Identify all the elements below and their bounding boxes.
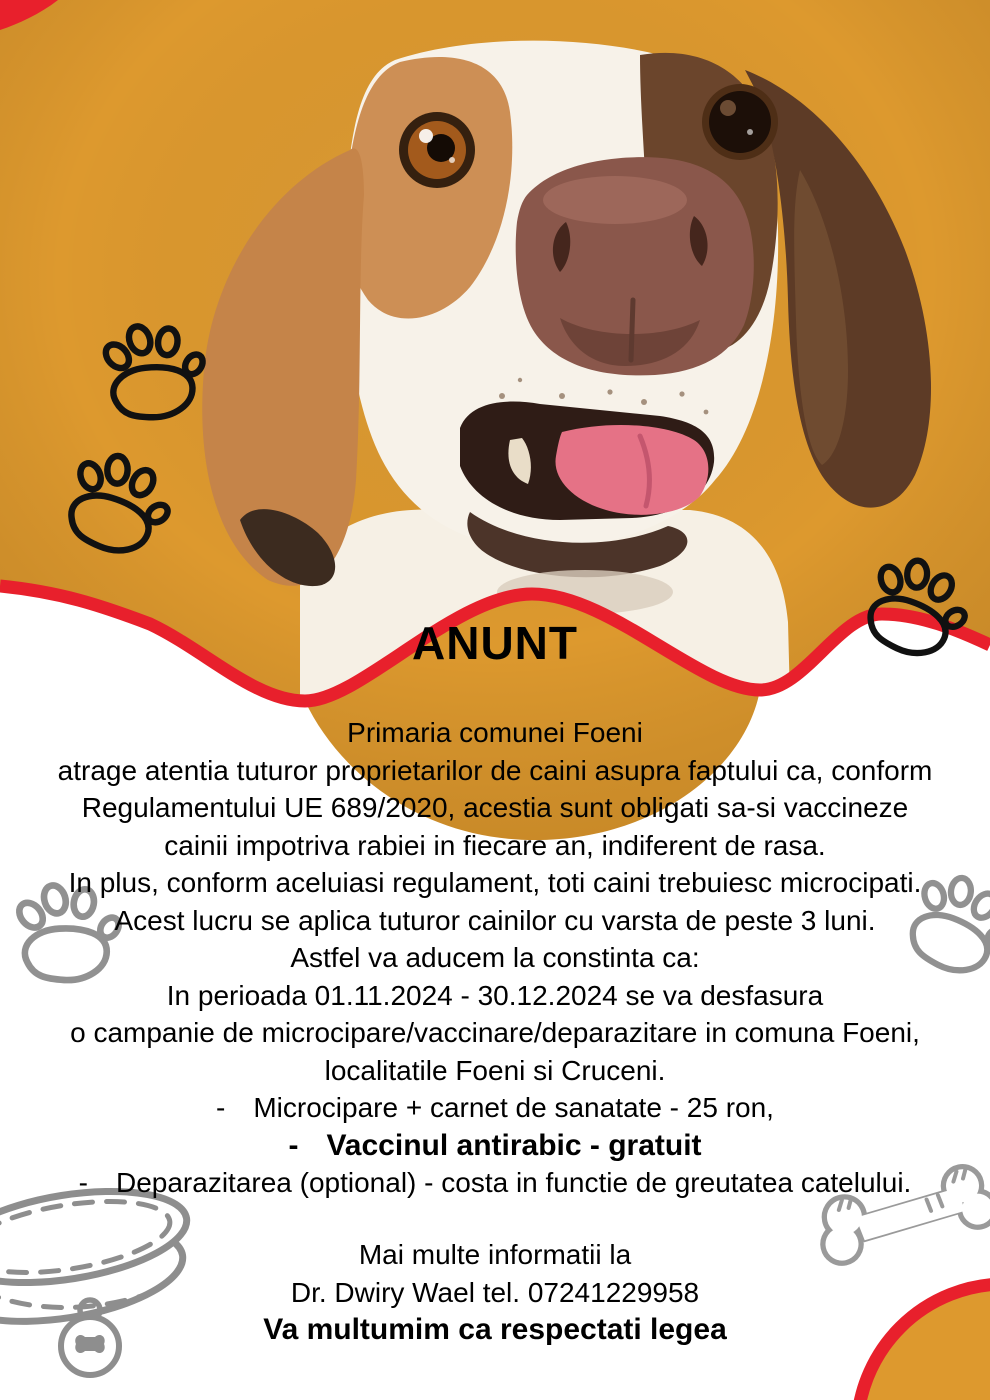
body-line: Astfel va aducem la constinta ca: <box>290 942 700 973</box>
price-item-text: Deparazitarea (optional) - costa in functie de greutatea catelului. <box>115 1167 912 1198</box>
price-item-text: Microcipare + carnet de sanatate - 25 ron, <box>253 1092 774 1123</box>
price-item-vaccine <box>0 1127 990 1165</box>
body-line: atrage atentia tuturor proprietarilor de caini asupra faptului ca, conform <box>57 754 933 786</box>
price-item-deworming <box>0 1164 990 1202</box>
info-line: Mai multe informatii la <box>358 1239 632 1270</box>
announcement-text <box>0 714 990 1202</box>
bullet-dash: - <box>216 1092 226 1123</box>
body-line: In plus, conform aceluiasi regulament, toti caini trebuiesc microcipati. <box>68 867 922 898</box>
body-line: Acest lucru se aplica tuturor cainilor cu varsta de peste 3 luni. <box>114 904 876 936</box>
footer-text <box>0 1236 990 1349</box>
poster-title: ANUNT <box>412 617 578 669</box>
body-line: In perioada 01.11.2024 - 30.12.2024 se va desfasura <box>166 979 824 1011</box>
price-item-microchip <box>0 1089 990 1127</box>
bullet-dash: - <box>288 1128 299 1162</box>
body-line: cainii impotriva rabiei in fiecare an, indiferent de rasa. <box>164 829 826 861</box>
body-line: o campanie de microcipare/vaccinare/deparazitare in comuna Foeni, <box>70 1017 920 1048</box>
bullet-dash: - <box>78 1167 88 1198</box>
thanks-line: Va multumim ca respectati legea <box>263 1313 727 1346</box>
body-line: Regulamentului UE 689/2020, acestia sunt obligati sa-si vaccineze <box>81 792 909 823</box>
price-item-text: Vaccinul antirabic - gratuit <box>326 1128 702 1162</box>
contact-line: Dr. Dwiry Wael tel. 07241229958 <box>290 1276 700 1308</box>
body-line: localitatile Foeni si Cruceni. <box>324 1054 666 1086</box>
issuer-heading: Primaria comunei Foeni <box>347 717 643 748</box>
